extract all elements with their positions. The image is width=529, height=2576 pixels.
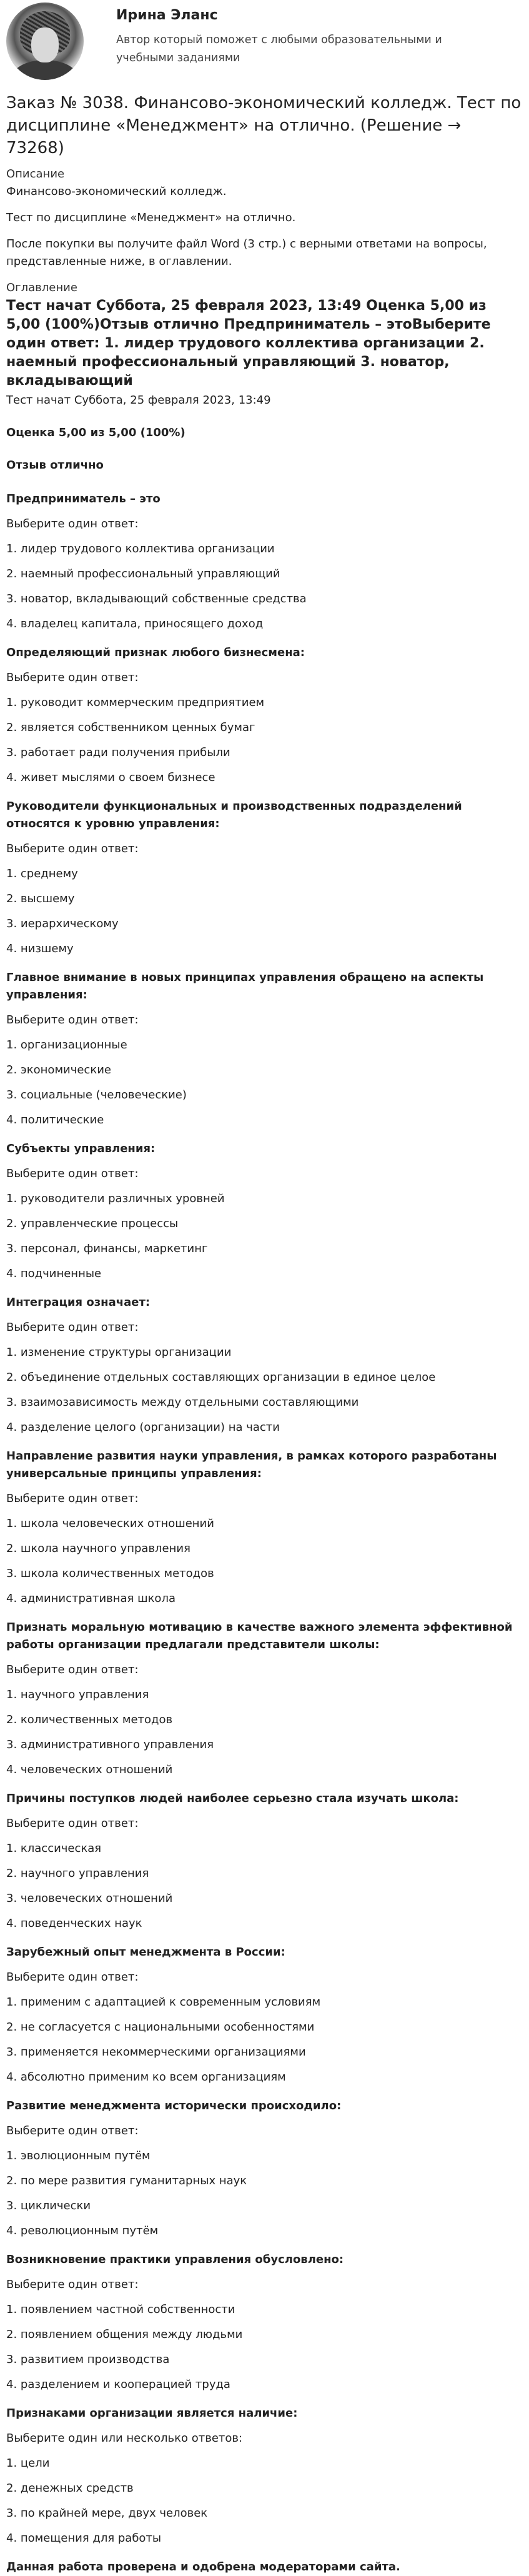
question-block bbox=[6, 969, 523, 1129]
answer-option: 2. не согласуется с национальными особенностями bbox=[6, 2021, 315, 2034]
answer-option: 1. классическая bbox=[6, 1842, 102, 1855]
question-block bbox=[6, 2251, 523, 2394]
answer-option: 1. руководит коммерческим предприятием bbox=[6, 696, 265, 709]
answer-option: 3. работает ради получения прибыли bbox=[6, 746, 230, 759]
answer-option: 1. применим с адаптацией к современным условиям bbox=[6, 1996, 321, 2009]
question-prompt: Выберите один ответ: bbox=[6, 2124, 139, 2137]
answer-option: 3. человеческих отношений bbox=[6, 1892, 173, 1905]
question-prompt: Выберите один ответ: bbox=[6, 1492, 139, 1505]
question-prompt: Выберите один ответ: bbox=[6, 517, 139, 530]
question-prompt: Выберите один ответ: bbox=[6, 2278, 139, 2291]
answer-option: 3. иерархическому bbox=[6, 917, 119, 930]
answer-option: 2. количественных методов bbox=[6, 1713, 173, 1726]
answer-option: 1. эволюционным путём bbox=[6, 2149, 151, 2162]
question-title: Признаками организации является наличие: bbox=[6, 2407, 298, 2420]
answer-option: 3. персонал, финансы, маркетинг bbox=[6, 1242, 208, 1255]
answer-option: 4. разделением и кооперацией труда bbox=[6, 2378, 230, 2391]
question-prompt: Выберите один или несколько ответов: bbox=[6, 2432, 243, 2445]
answer-option: 2. появлением общения между людьми bbox=[6, 2328, 243, 2341]
question-title: Причины поступков людей наиболее серьезно стала изучать школа: bbox=[6, 1792, 459, 1805]
answer-option: 2. по мере развития гуманитарных наук bbox=[6, 2174, 247, 2187]
answer-option: 3. по крайней мере, двух человек bbox=[6, 2507, 208, 2520]
answer-option: 1. среднему bbox=[6, 867, 78, 880]
answer-option: 2. школа научного управления bbox=[6, 1542, 190, 1555]
question-title: Интеграция означает: bbox=[6, 1296, 151, 1309]
answer-option: 4. низшему bbox=[6, 942, 74, 955]
answer-option: 1. цели bbox=[6, 2457, 50, 2470]
answer-option: 2. научного управления bbox=[6, 1867, 149, 1880]
question-block bbox=[6, 1448, 523, 1608]
answer-option: 4. поведенческих наук bbox=[6, 1917, 142, 1930]
question-prompt: Выберите один ответ: bbox=[6, 1167, 139, 1180]
answer-option: 3. новатор, вкладывающий собственные средства bbox=[6, 592, 307, 605]
answer-option: 1. организационные bbox=[6, 1038, 127, 1052]
question-title: Развитие менеджмента исторически происходило: bbox=[6, 2099, 342, 2112]
question-prompt: Выберите один ответ: bbox=[6, 1817, 139, 1830]
question-title: Зарубежный опыт менеджмента в России: bbox=[6, 1946, 285, 1959]
question-block bbox=[6, 1944, 523, 2086]
answer-option: 2. является собственником ценных бумаг bbox=[6, 721, 255, 734]
author-info bbox=[116, 6, 491, 67]
question-block bbox=[6, 1140, 523, 1283]
question-title: Определяющий признак любого бизнесмена: bbox=[6, 646, 305, 659]
test-start-date: Тест начат Суббота, 25 февраля 2023, 13:49 bbox=[6, 394, 271, 407]
question-title: Направление развития науки управления, в рамках которого разработаны универсальные принципы управления: bbox=[6, 1450, 497, 1480]
question-block bbox=[6, 798, 523, 958]
question-block bbox=[6, 1294, 523, 1436]
author-description: Автор который поможет с любыми образовательными и учебными заданиями bbox=[116, 34, 442, 64]
answer-option: 2. управленческие процессы bbox=[6, 1217, 179, 1230]
answer-option: 3. развитием производства bbox=[6, 2353, 170, 2366]
questions-list bbox=[6, 490, 523, 2547]
answer-option: 3. циклически bbox=[6, 2199, 91, 2212]
moderation-note: Данная работа проверена и одобрена модераторами сайта. bbox=[6, 2560, 400, 2574]
answer-option: 3. социальные (человеческие) bbox=[6, 1088, 187, 1102]
answer-option: 2. объединение отдельных составляющих организации в единое целое bbox=[6, 1371, 436, 1384]
answer-option: 4. разделение целого (организации) на части bbox=[6, 1421, 280, 1434]
question-title: Главное внимание в новых принципах управления обращено на аспекты управления: bbox=[6, 971, 484, 1002]
answer-option: 3. взаимозависимость между отдельными составляющими bbox=[6, 1396, 359, 1409]
question-title: Предприниматель – это bbox=[6, 492, 161, 505]
question-prompt: Выберите один ответ: bbox=[6, 1321, 139, 1334]
avatar-face bbox=[31, 27, 59, 62]
question-title: Признать моральную мотивацию в качестве важного элемента эффективной работы организации предлагали представители школы: bbox=[6, 1621, 513, 1651]
answer-option: 4. живет мыслями о своем бизнесе bbox=[6, 771, 215, 784]
test-review: Отзыв отлично bbox=[6, 459, 104, 472]
answer-option: 3. применяется некоммерческими организациями bbox=[6, 2046, 306, 2059]
answer-option: 3. школа количественных методов bbox=[6, 1567, 214, 1580]
answer-option: 4. подчиненные bbox=[6, 1267, 102, 1280]
question-block bbox=[6, 1790, 523, 1932]
question-prompt: Выберите один ответ: bbox=[6, 1663, 139, 1676]
answer-option: 1. научного управления bbox=[6, 1688, 149, 1701]
answer-option: 2. высшему bbox=[6, 892, 75, 905]
answer-option: 4. политические bbox=[6, 1113, 104, 1126]
author-name[interactable]: Ирина Эланс bbox=[116, 7, 218, 23]
answer-option: 2. денежных средств bbox=[6, 2482, 134, 2495]
question-title: Субъекты управления: bbox=[6, 1142, 156, 1155]
question-prompt: Выберите один ответ: bbox=[6, 1013, 139, 1027]
order-title: Заказ № 3038. Финансово-экономический колледж. Тест по дисциплине «Менеджмент» на отлично. (Решение → 73268) bbox=[6, 94, 522, 157]
question-title: Возникновение практики управления обусловлено: bbox=[6, 2253, 344, 2266]
question-block bbox=[6, 2405, 523, 2547]
question-block bbox=[6, 644, 523, 787]
answer-option: 1. изменение структуры организации bbox=[6, 1346, 232, 1359]
question-block bbox=[6, 1619, 523, 1779]
description-line: После покупки вы получите файл Word (3 стр.) с верными ответами на вопросы, представленные ниже, в оглавлении. bbox=[6, 237, 487, 268]
question-title: Руководители функциональных и производственных подразделений относятся к уровню управления: bbox=[6, 800, 462, 830]
answer-option: 4. абсолютно применим ко всем организациям bbox=[6, 2071, 286, 2084]
toc-text: Тест начат Суббота, 25 февраля 2023, 13:49 Оценка 5,00 из 5,00 (100%)Отзыв отлично Предприниматель – этоВыберите один ответ: 1. лидер трудового коллектива организации 2. наемный профессиональный управляющий 3. новатор, вкладывающий bbox=[6, 298, 491, 389]
description-line: Тест по дисциплине «Менеджмент» на отлично. bbox=[6, 211, 296, 224]
description-line: Финансово-экономический колледж. bbox=[6, 185, 227, 198]
author-header bbox=[6, 0, 523, 82]
author-avatar[interactable] bbox=[6, 2, 84, 80]
question-block bbox=[6, 2097, 523, 2240]
description-label: Описание bbox=[6, 167, 65, 181]
answer-option: 2. наемный профессиональный управляющий bbox=[6, 567, 280, 580]
toc-label: Оглавление bbox=[6, 281, 77, 294]
avatar-shoulders bbox=[11, 60, 79, 80]
question-prompt: Выберите один ответ: bbox=[6, 842, 139, 855]
answer-option: 1. лидер трудового коллектива организации bbox=[6, 542, 275, 555]
answer-option: 2. экономические bbox=[6, 1063, 111, 1077]
answer-option: 4. революционным путём bbox=[6, 2224, 159, 2237]
answer-option: 1. появлением частной собственности bbox=[6, 2303, 235, 2316]
answer-option: 4. владелец капитала, приносящего доход bbox=[6, 617, 264, 630]
question-prompt: Выберите один ответ: bbox=[6, 671, 139, 684]
answer-option: 1. школа человеческих отношений bbox=[6, 1517, 214, 1530]
answer-option: 1. руководители различных уровней bbox=[6, 1192, 225, 1205]
answer-option: 4. административная школа bbox=[6, 1592, 176, 1605]
question-block bbox=[6, 490, 523, 633]
answer-option: 4. помещения для работы bbox=[6, 2532, 162, 2545]
answer-option: 3. административного управления bbox=[6, 1738, 214, 1751]
question-prompt: Выберите один ответ: bbox=[6, 1971, 139, 1984]
test-score: Оценка 5,00 из 5,00 (100%) bbox=[6, 426, 185, 439]
answer-option: 4. человеческих отношений bbox=[6, 1763, 173, 1776]
